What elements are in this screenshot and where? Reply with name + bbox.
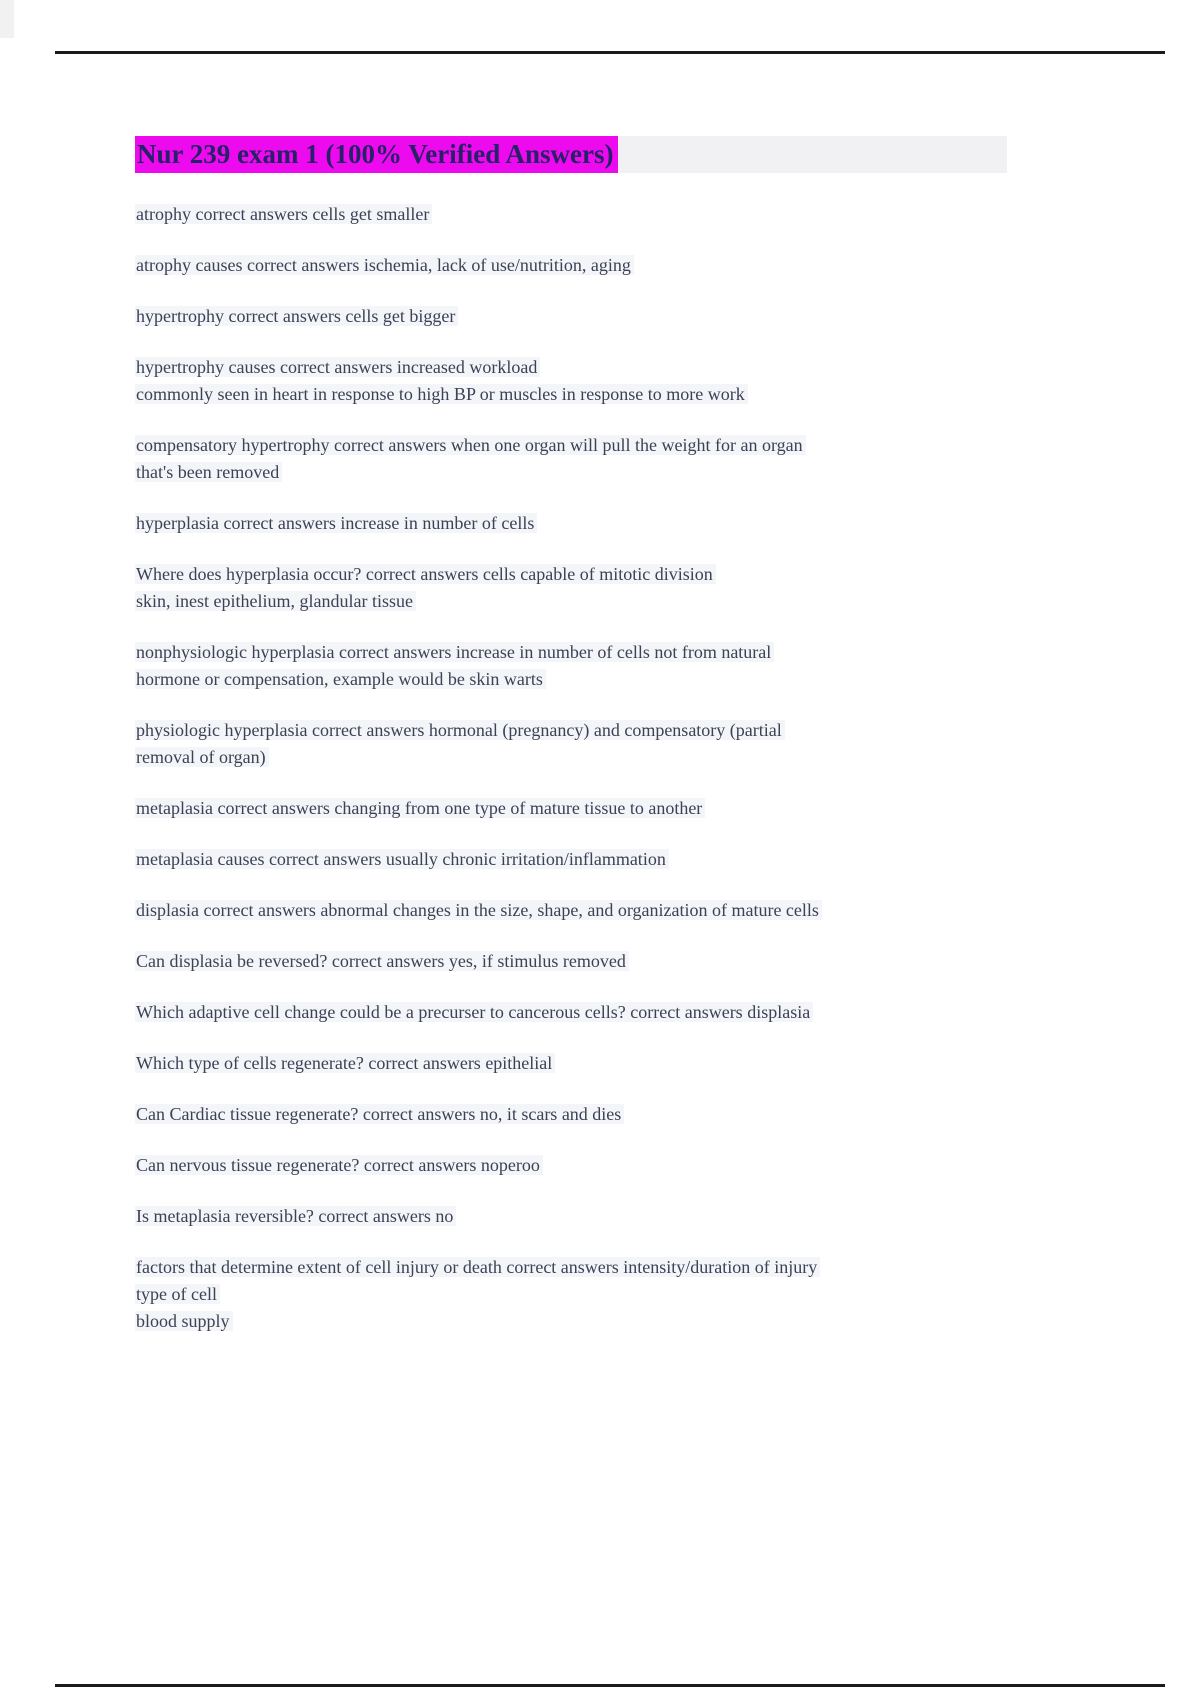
qa-line — [135, 948, 1007, 975]
qa-paragraph — [135, 201, 1007, 228]
qa-line-text: Which type of cells regenerate? correct answers epithelial — [135, 1053, 555, 1073]
page-title-text: Nur 239 exam 1 (100% Verified Answers) — [135, 136, 618, 173]
qa-line-text: Which adaptive cell change could be a precurser to cancerous cells? correct answers displasia — [135, 1002, 813, 1022]
qa-paragraph — [135, 510, 1007, 537]
qa-line — [135, 459, 1007, 486]
qa-paragraph — [135, 999, 1007, 1026]
qa-line-text: type of cell — [135, 1284, 220, 1304]
qa-line — [135, 1152, 1007, 1179]
bottom-rule — [55, 1684, 1165, 1687]
qa-line — [135, 510, 1007, 537]
qa-line — [135, 1254, 1007, 1281]
qa-line-text: hyperplasia correct answers increase in number of cells — [135, 513, 537, 533]
qa-paragraph — [135, 717, 1007, 771]
qa-paragraph — [135, 432, 1007, 486]
qa-paragraph — [135, 948, 1007, 975]
qa-line — [135, 1050, 1007, 1077]
qa-line-text: atrophy causes correct answers ischemia, lack of use/nutrition, aging — [135, 255, 634, 275]
qa-paragraph — [135, 1254, 1007, 1335]
qa-line-text: factors that determine extent of cell injury or death correct answers intensity/duration of injury — [135, 1257, 820, 1277]
qa-line-text: Can displasia be reversed? correct answers yes, if stimulus removed — [135, 951, 629, 971]
qa-line-text: hypertrophy causes correct answers increased workload — [135, 357, 540, 377]
qa-line — [135, 1308, 1007, 1335]
qa-line — [135, 744, 1007, 771]
qa-paragraph — [135, 303, 1007, 330]
qa-line — [135, 303, 1007, 330]
qa-line-text: blood supply — [135, 1311, 233, 1331]
corner-artifact — [0, 0, 14, 38]
qa-line — [135, 588, 1007, 615]
qa-paragraph — [135, 1203, 1007, 1230]
qa-line-text: metaplasia causes correct answers usually chronic irritation/inflammation — [135, 849, 669, 869]
qa-line-text: atrophy correct answers cells get smaller — [135, 204, 432, 224]
qa-line-text: nonphysiologic hyperplasia correct answers increase in number of cells not from natural — [135, 642, 774, 662]
qa-list — [135, 201, 1007, 1335]
qa-line-text: Can nervous tissue regenerate? correct answers noperoo — [135, 1155, 543, 1175]
qa-line — [135, 999, 1007, 1026]
qa-line-text: physiologic hyperplasia correct answers hormonal (pregnancy) and compensatory (partial — [135, 720, 785, 740]
qa-line — [135, 897, 1007, 924]
qa-line-text: removal of organ) — [135, 747, 269, 767]
qa-line — [135, 201, 1007, 228]
qa-line — [135, 1203, 1007, 1230]
qa-line — [135, 561, 1007, 588]
qa-line-text: hypertrophy correct answers cells get bigger — [135, 306, 458, 326]
qa-paragraph — [135, 1050, 1007, 1077]
qa-line — [135, 666, 1007, 693]
qa-line-text: compensatory hypertrophy correct answers when one organ will pull the weight for an organ — [135, 435, 806, 455]
qa-paragraph — [135, 1101, 1007, 1128]
document-content — [135, 136, 1007, 1359]
qa-line-text: that's been removed — [135, 462, 282, 482]
qa-line — [135, 1101, 1007, 1128]
qa-line — [135, 1281, 1007, 1308]
qa-line-text: hormone or compensation, example would be skin warts — [135, 669, 546, 689]
qa-paragraph — [135, 846, 1007, 873]
qa-paragraph — [135, 1152, 1007, 1179]
qa-line-text: metaplasia correct answers changing from one type of mature tissue to another — [135, 798, 705, 818]
qa-line-text: commonly seen in heart in response to high BP or muscles in response to more work — [135, 384, 748, 404]
qa-line-text: skin, inest epithelium, glandular tissue — [135, 591, 416, 611]
qa-paragraph — [135, 252, 1007, 279]
qa-paragraph — [135, 354, 1007, 408]
qa-line — [135, 795, 1007, 822]
qa-line — [135, 381, 1007, 408]
qa-paragraph — [135, 639, 1007, 693]
qa-line — [135, 432, 1007, 459]
qa-line — [135, 252, 1007, 279]
qa-line — [135, 846, 1007, 873]
qa-line-text: Is metaplasia reversible? correct answers no — [135, 1206, 456, 1226]
qa-line — [135, 717, 1007, 744]
page-title — [135, 136, 1007, 173]
qa-paragraph — [135, 897, 1007, 924]
qa-paragraph — [135, 795, 1007, 822]
qa-paragraph — [135, 561, 1007, 615]
qa-line-text: Where does hyperplasia occur? correct answers cells capable of mitotic division — [135, 564, 716, 584]
top-rule — [55, 51, 1165, 54]
qa-line-text: Can Cardiac tissue regenerate? correct answers no, it scars and dies — [135, 1104, 624, 1124]
qa-line — [135, 354, 1007, 381]
qa-line-text: displasia correct answers abnormal changes in the size, shape, and organization of mature cells — [135, 900, 822, 920]
qa-line — [135, 639, 1007, 666]
